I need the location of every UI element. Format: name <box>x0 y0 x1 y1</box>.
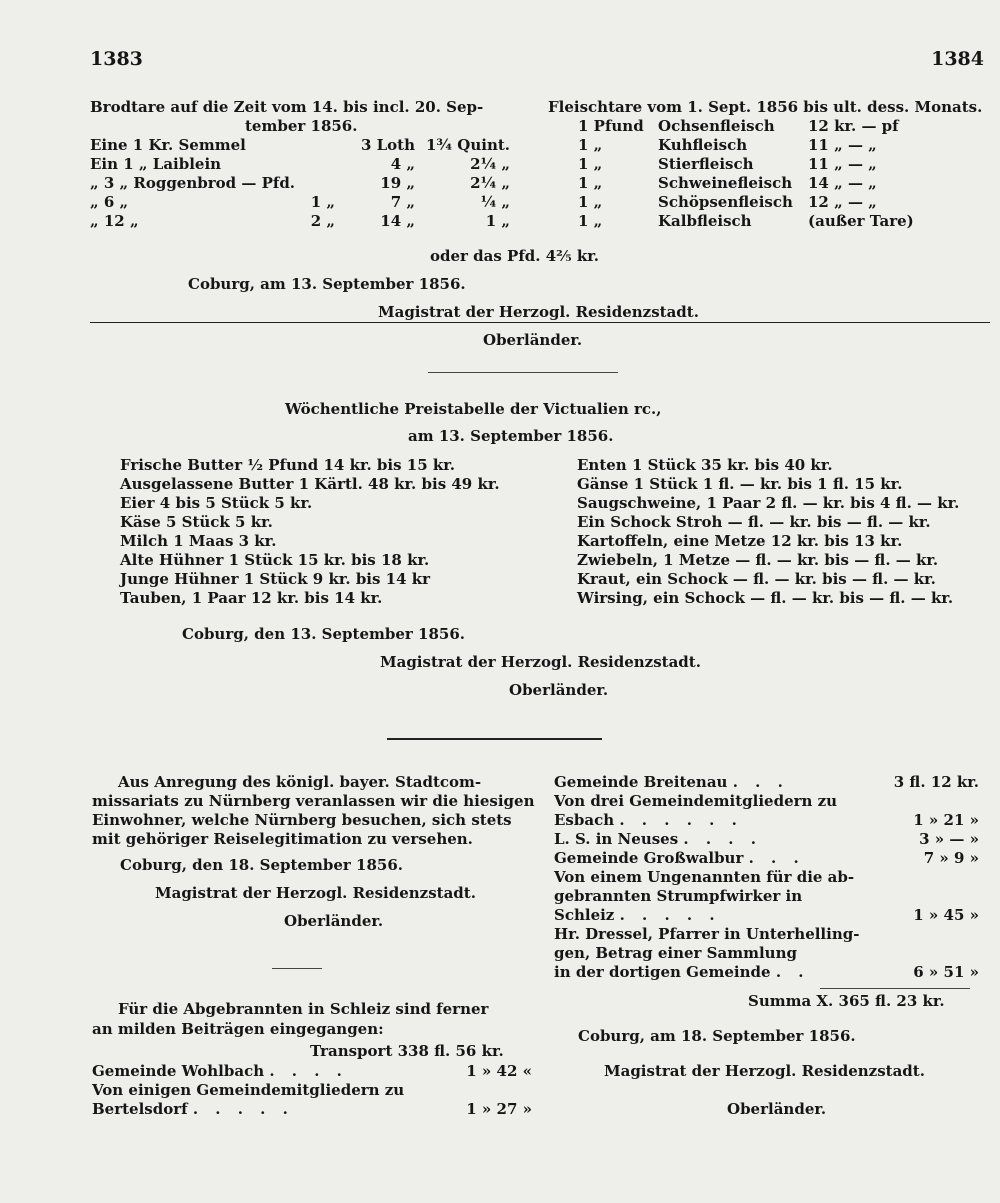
donation-name: gebrannten Strumpfwirker in <box>554 887 803 905</box>
donation-name: L. S. in Neuses <box>554 830 679 848</box>
bread-row <box>90 174 520 193</box>
donation-amount <box>864 887 979 906</box>
donation-amount: 3 » — » <box>919 830 979 848</box>
bread-item: „ 3 „ Roggenbrod — Pfd. <box>90 174 296 192</box>
donation-entry <box>554 792 979 811</box>
victuals-right-list <box>577 456 959 608</box>
bread-note: oder das Pfd. 4⅖ kr. <box>430 247 600 265</box>
bread-pounds: 1 „ <box>310 193 335 211</box>
donation-name: Esbach <box>554 811 615 829</box>
donations-signature: Oberländer. <box>727 1100 827 1118</box>
victuals-authority: Magistrat der Herzogl. Residenzstadt. <box>380 653 701 671</box>
donation-name: Schleiz <box>554 906 615 924</box>
notice-signature: Oberländer. <box>284 912 384 930</box>
donation-text <box>554 849 805 868</box>
donation-amount: 6 » 51 » <box>913 963 979 981</box>
donation-name: in der dortigen Gemeinde <box>554 963 771 981</box>
donation-amount <box>864 944 979 963</box>
meat-item: Schweinefleisch <box>658 174 793 192</box>
donation-entry <box>554 773 979 792</box>
meat-row <box>548 212 988 231</box>
page-number-left: 1383 <box>90 48 143 70</box>
donation-name: Hr. Dressel, Pfarrer in Unterhelling- <box>554 925 860 943</box>
bread-item: Ein 1 „ Laiblein <box>90 155 222 173</box>
donation-amount: 7 » 9 » <box>923 849 979 867</box>
bread-loth: 4 „ <box>390 155 415 173</box>
meat-item: Schöpsenfleisch <box>658 193 793 211</box>
meat-tariff <box>548 98 988 231</box>
donations-transport: Transport 338 fl. 56 kr. <box>310 1042 504 1060</box>
meat-item: Kalbfleisch <box>658 212 752 230</box>
meat-qty: 1 „ <box>578 155 603 173</box>
donation-entry <box>554 868 979 887</box>
bread-pounds: 2 „ <box>310 212 335 230</box>
victual-item: Wirsing, ein Schock — fl. — kr. bis — fl. — kr. <box>577 589 954 607</box>
meat-qty: 1 „ <box>578 174 603 192</box>
meat-row <box>548 174 988 193</box>
meat-price: 11 „ — „ <box>808 136 877 154</box>
victual-item: Saugschweine, 1 Paar 2 fl. — kr. bis 4 fl. — kr. <box>577 494 960 512</box>
donation-entry <box>554 944 979 963</box>
bread-quint: 2¼ „ <box>470 174 510 192</box>
donations-intro-1: Für die Abgebrannten in Schleiz sind ferner <box>118 1000 489 1018</box>
victual-item: Alte Hühner 1 Stück 15 kr. bis 18 kr. <box>120 551 430 569</box>
donation-text <box>92 1081 404 1100</box>
meat-title: Fleischtare vom 1. Sept. 1856 bis ult. dess. Monats. <box>548 98 983 116</box>
victuals-signature: Oberländer. <box>509 681 609 699</box>
victual-item: Gänse 1 Stück 1 fl. — kr. bis 1 fl. 15 kr. <box>577 475 903 493</box>
notice-authority: Magistrat der Herzogl. Residenzstadt. <box>155 884 476 902</box>
bread-row <box>90 212 520 231</box>
donation-dots: . . <box>775 963 810 981</box>
donation-name: Bertelsdorf <box>92 1100 188 1118</box>
sum-rule <box>820 988 970 989</box>
bread-tariff <box>90 98 520 231</box>
donation-entry <box>554 925 979 944</box>
donations-intro-2: an milden Beiträgen eingegangen: <box>92 1020 384 1038</box>
donation-name: Gemeinde Großwalbur <box>554 849 744 867</box>
victuals-rule <box>387 738 602 740</box>
donation-entry <box>554 811 979 830</box>
donation-name: Von einem Ungenannten für die ab- <box>554 868 855 886</box>
donation-text <box>554 925 859 944</box>
donation-text <box>554 868 854 887</box>
donation-amount: 3 fl. 12 kr. <box>893 773 979 791</box>
bread-quint: 2¼ „ <box>470 155 510 173</box>
donation-text <box>554 906 721 925</box>
donation-entry <box>554 906 979 925</box>
meat-qty: 1 Pfund <box>578 117 644 135</box>
meat-qty: 1 „ <box>578 193 603 211</box>
notice-place-date: Coburg, den 18. September 1856. <box>120 856 403 874</box>
donations-authority: Magistrat der Herzogl. Residenzstadt. <box>604 1062 925 1080</box>
bread-row <box>90 136 520 155</box>
donation-dots: . . . . . <box>619 906 721 924</box>
victuals-subtitle: am 13. September 1856. <box>408 427 614 445</box>
donation-entry <box>554 830 979 849</box>
bread-pounds <box>295 174 335 193</box>
victuals-left-list <box>120 456 500 608</box>
meat-qty: 1 „ <box>578 136 603 154</box>
bread-authority: Magistrat der Herzogl. Residenzstadt. <box>378 303 699 321</box>
donations-place-date: Coburg, am 18. September 1856. <box>578 1027 856 1045</box>
bread-table <box>90 136 520 231</box>
donation-text <box>554 773 789 792</box>
donation-text <box>92 1100 294 1119</box>
meat-row <box>548 193 988 212</box>
donations-right-list <box>554 773 979 982</box>
donation-entry <box>554 887 979 906</box>
meat-price: 11 „ — „ <box>808 155 877 173</box>
bread-loth: 19 „ <box>380 174 415 192</box>
bread-row <box>90 155 520 174</box>
donation-name: Gemeinde Wohlbach <box>92 1062 265 1080</box>
donation-text <box>92 1062 348 1081</box>
donation-amount <box>442 1081 532 1100</box>
meat-row <box>548 136 988 155</box>
bread-quint: ¼ „ <box>480 193 510 211</box>
donations-left-list <box>92 1062 532 1119</box>
donation-dots: . . . <box>732 773 789 791</box>
donation-text <box>554 963 809 982</box>
victual-item: Zwiebeln, 1 Metze — fl. — kr. bis — fl. — kr. <box>577 551 939 569</box>
victual-item: Junge Hühner 1 Stück 9 kr. bis 14 kr <box>120 570 431 588</box>
donation-dots: . . . . <box>269 1062 348 1080</box>
donation-amount: 1 » 21 » <box>913 811 979 829</box>
donation-text <box>554 811 743 830</box>
donation-text <box>554 792 837 811</box>
meat-price: 12 kr. — pf <box>808 117 899 135</box>
donation-text <box>554 887 802 906</box>
notice-line: mit gehöriger Reiselegitimation zu versehen. <box>92 830 473 848</box>
donation-amount: 1 » 45 » <box>913 906 979 924</box>
meat-price: (außer Tare) <box>808 212 914 230</box>
notice-line: missariats zu Nürnberg veranlassen wir die hiesigen <box>92 792 535 810</box>
donation-text <box>554 830 762 849</box>
meat-item: Stierfleisch <box>658 155 754 173</box>
victual-item: Ausgelassene Butter 1 Kärtl. 48 kr. bis 49 kr. <box>120 475 500 493</box>
victual-item: Kraut, ein Schock — fl. — kr. bis — fl. — kr. <box>577 570 936 588</box>
donation-entry <box>554 963 979 982</box>
donation-dots: . . . . . <box>192 1100 294 1118</box>
victuals-place-date: Coburg, den 13. September 1856. <box>182 625 465 643</box>
donation-entry <box>92 1062 532 1081</box>
donation-dots: . . . . . . <box>619 811 743 829</box>
bread-item: Eine 1 Kr. Semmel <box>90 136 246 154</box>
bread-signature: Oberländer. <box>483 331 583 349</box>
donation-dots: . . . . <box>683 830 762 848</box>
meat-qty: 1 „ <box>578 212 603 230</box>
donation-name: Von drei Gemeindemitgliedern zu <box>554 792 838 810</box>
victual-item: Milch 1 Maas 3 kr. <box>120 532 277 550</box>
donation-entry <box>92 1100 532 1119</box>
section-divider <box>90 322 990 323</box>
donation-amount: 1 » 42 « <box>466 1062 532 1080</box>
bread-item: „ 6 „ <box>90 193 129 211</box>
meat-price: 12 „ — „ <box>808 193 877 211</box>
meat-item: Ochsenfleisch <box>658 117 775 135</box>
bread-pounds <box>295 155 335 174</box>
donation-entry <box>92 1081 532 1100</box>
donations-sum: Summa X. 365 fl. 23 kr. <box>748 992 945 1010</box>
bread-title: Brodtare auf die Zeit vom 14. bis incl. 20. Sep- <box>90 98 484 116</box>
victual-item: Ein Schock Stroh — fl. — kr. bis — fl. — kr. <box>577 513 931 531</box>
victual-item: Tauben, 1 Paar 12 kr. bis 14 kr. <box>120 589 383 607</box>
donation-amount <box>864 792 979 811</box>
donation-dots: . . . <box>748 849 805 867</box>
donation-name: gen, Betrag einer Sammlung <box>554 944 797 962</box>
bread-pounds <box>295 136 335 155</box>
bread-loth: 7 „ <box>390 193 415 211</box>
donation-name: Gemeinde Breitenau <box>554 773 728 791</box>
meat-row <box>548 117 988 136</box>
bread-item: „ 12 „ <box>90 212 139 230</box>
donation-text <box>554 944 797 963</box>
meat-row <box>548 155 988 174</box>
bread-loth: 14 „ <box>380 212 415 230</box>
notice-rule <box>272 968 322 969</box>
bread-title-cont: tember 1856. <box>245 117 358 135</box>
victual-item: Eier 4 bis 5 Stück 5 kr. <box>120 494 313 512</box>
donation-amount <box>864 925 979 944</box>
short-rule <box>428 372 618 373</box>
donation-entry <box>554 849 979 868</box>
donation-amount <box>864 868 979 887</box>
bread-loth: 3 Loth <box>360 136 415 154</box>
meat-item: Kuhfleisch <box>658 136 748 154</box>
victual-item: Frische Butter ½ Pfund 14 kr. bis 15 kr. <box>120 456 456 474</box>
bread-row <box>90 193 520 212</box>
bread-place-date: Coburg, am 13. September 1856. <box>188 275 466 293</box>
victual-item: Enten 1 Stück 35 kr. bis 40 kr. <box>577 456 833 474</box>
meat-table <box>548 117 988 231</box>
victual-item: Kartoffeln, eine Metze 12 kr. bis 13 kr. <box>577 532 903 550</box>
donation-name: Von einigen Gemeindemitgliedern zu <box>92 1081 405 1099</box>
meat-price: 14 „ — „ <box>808 174 877 192</box>
page-number-right: 1384 <box>931 48 984 70</box>
victual-item: Käse 5 Stück 5 kr. <box>120 513 273 531</box>
bread-quint: 1¾ Quint. <box>425 136 510 154</box>
notice-line: Einwohner, welche Nürnberg besuchen, sich stets <box>92 811 512 829</box>
notice-line: Aus Anregung des königl. bayer. Stadtcom- <box>118 773 482 791</box>
bread-quint: 1 „ <box>485 212 510 230</box>
donation-amount: 1 » 27 » <box>466 1100 532 1118</box>
nuernberg-notice <box>92 773 538 849</box>
victuals-title: Wöchentliche Preistabelle der Victualien rc., <box>285 400 662 418</box>
